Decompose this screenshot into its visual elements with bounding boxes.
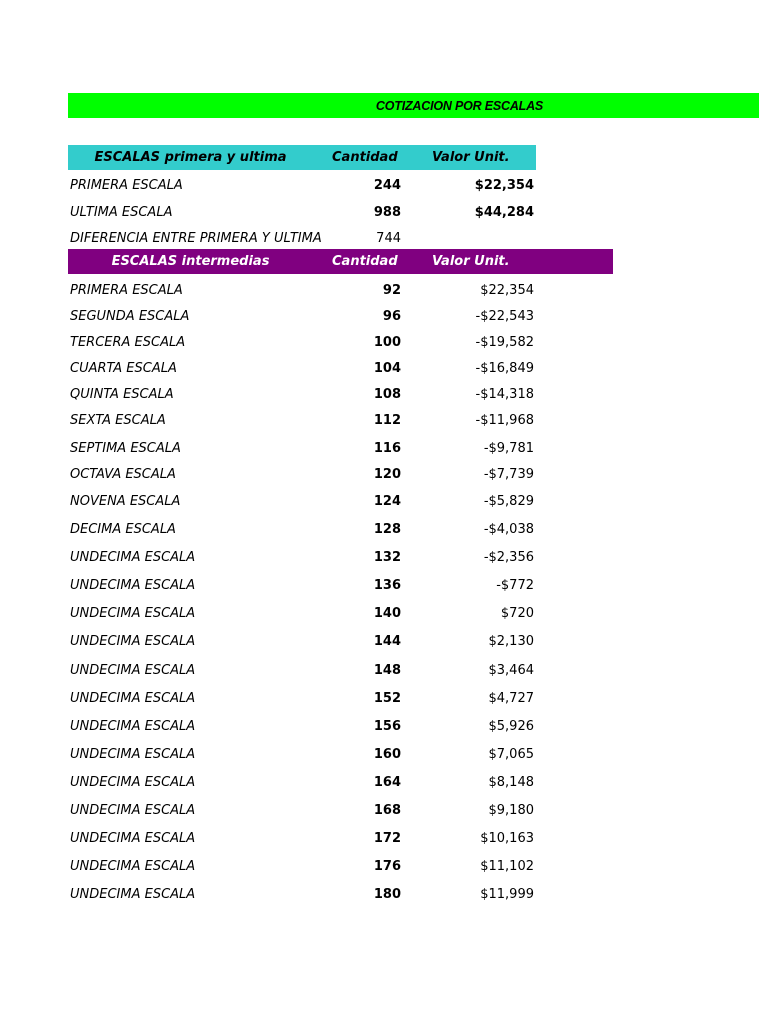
row-qty: 244 bbox=[373, 178, 401, 193]
row-name: UNDECIMA ESCALA bbox=[70, 634, 196, 649]
table-row bbox=[68, 634, 536, 654]
diff-row bbox=[68, 231, 536, 251]
row-price: -$19,582 bbox=[475, 335, 534, 350]
table-row bbox=[68, 719, 536, 739]
header-mid bbox=[68, 249, 613, 274]
row-qty: 180 bbox=[373, 887, 401, 902]
row-name: TERCERA ESCALA bbox=[70, 335, 186, 350]
row-price: $22,354 bbox=[480, 283, 534, 298]
row-name: SEGUNDA ESCALA bbox=[70, 309, 190, 324]
row-price: -$9,781 bbox=[483, 441, 534, 456]
row-price: $4,727 bbox=[488, 691, 534, 706]
row-price: -$5,829 bbox=[483, 494, 534, 509]
row-price: $2,130 bbox=[488, 634, 534, 649]
diff-label: DIFERENCIA ENTRE PRIMERA Y ULTIMA bbox=[70, 231, 322, 246]
row-qty: 160 bbox=[373, 747, 401, 762]
row-name: UNDECIMA ESCALA bbox=[70, 803, 196, 818]
table-row bbox=[68, 747, 536, 767]
table-row bbox=[68, 550, 536, 570]
row-name: SEXTA ESCALA bbox=[70, 413, 166, 428]
header-mid-escalas: ESCALAS intermedias bbox=[111, 254, 270, 269]
table-row bbox=[68, 413, 536, 433]
table-row bbox=[68, 467, 536, 487]
page-title: COTIZACION POR ESCALAS bbox=[375, 98, 544, 113]
row-name: UNDECIMA ESCALA bbox=[70, 719, 196, 734]
row-name: PRIMERA ESCALA bbox=[70, 178, 183, 193]
row-qty: 100 bbox=[373, 335, 401, 350]
header-top-escalas: ESCALAS primera y ultima bbox=[94, 150, 287, 165]
table-row bbox=[68, 522, 536, 542]
row-name: SEPTIMA ESCALA bbox=[70, 441, 181, 456]
row-name: UNDECIMA ESCALA bbox=[70, 775, 196, 790]
header-top bbox=[68, 145, 536, 170]
table-row bbox=[68, 775, 536, 795]
row-price: -$11,968 bbox=[475, 413, 534, 428]
row-qty: 104 bbox=[373, 361, 401, 376]
row-name: UNDECIMA ESCALA bbox=[70, 831, 196, 846]
table-row bbox=[68, 663, 536, 683]
row-qty: 140 bbox=[373, 606, 401, 621]
row-qty: 96 bbox=[382, 309, 401, 324]
header-top-valor: Valor Unit. bbox=[432, 150, 510, 165]
row-name: NOVENA ESCALA bbox=[70, 494, 181, 509]
table-row bbox=[68, 831, 536, 851]
row-price: -$14,318 bbox=[475, 387, 534, 402]
row-name: CUARTA ESCALA bbox=[70, 361, 177, 376]
table-row bbox=[68, 887, 536, 907]
row-qty: 120 bbox=[373, 467, 401, 482]
row-qty: 132 bbox=[373, 550, 401, 565]
row-price: -$772 bbox=[496, 578, 534, 593]
header-mid-valor: Valor Unit. bbox=[432, 254, 510, 269]
table-row bbox=[68, 691, 536, 711]
row-qty: 124 bbox=[373, 494, 401, 509]
row-name: UNDECIMA ESCALA bbox=[70, 887, 196, 902]
row-price: $22,354 bbox=[474, 178, 534, 193]
row-name: UNDECIMA ESCALA bbox=[70, 550, 196, 565]
row-price: $720 bbox=[500, 606, 534, 621]
row-qty: 988 bbox=[373, 205, 401, 220]
row-qty: 112 bbox=[373, 413, 401, 428]
row-qty: 168 bbox=[373, 803, 401, 818]
top-row-ultima bbox=[68, 205, 536, 225]
row-name: UNDECIMA ESCALA bbox=[70, 663, 196, 678]
row-qty: 116 bbox=[373, 441, 401, 456]
row-name: OCTAVA ESCALA bbox=[70, 467, 176, 482]
table-row bbox=[68, 387, 536, 407]
table-row bbox=[68, 441, 536, 461]
row-qty: 136 bbox=[373, 578, 401, 593]
row-price: -$7,739 bbox=[483, 467, 534, 482]
row-price: $11,999 bbox=[480, 887, 534, 902]
table-row bbox=[68, 309, 536, 329]
row-qty: 152 bbox=[373, 691, 401, 706]
row-qty: 108 bbox=[373, 387, 401, 402]
row-price: $44,284 bbox=[474, 205, 534, 220]
table-row bbox=[68, 283, 536, 303]
row-price: $5,926 bbox=[488, 719, 534, 734]
row-name: DECIMA ESCALA bbox=[70, 522, 176, 537]
row-name: QUINTA ESCALA bbox=[70, 387, 174, 402]
row-price: $7,065 bbox=[488, 747, 534, 762]
table-row bbox=[68, 361, 536, 381]
row-qty: 156 bbox=[373, 719, 401, 734]
row-name: ULTIMA ESCALA bbox=[70, 205, 173, 220]
top-row-primera bbox=[68, 178, 536, 198]
table-row bbox=[68, 335, 536, 355]
row-price: $10,163 bbox=[480, 831, 534, 846]
table-row bbox=[68, 606, 536, 626]
header-mid-cantidad: Cantidad bbox=[332, 254, 398, 269]
row-name: UNDECIMA ESCALA bbox=[70, 747, 196, 762]
row-qty: 176 bbox=[373, 859, 401, 874]
row-price: -$22,543 bbox=[475, 309, 534, 324]
row-name: UNDECIMA ESCALA bbox=[70, 859, 196, 874]
row-qty: 172 bbox=[373, 831, 401, 846]
row-name: UNDECIMA ESCALA bbox=[70, 691, 196, 706]
row-qty: 164 bbox=[373, 775, 401, 790]
row-price: $8,148 bbox=[488, 775, 534, 790]
row-qty: 128 bbox=[373, 522, 401, 537]
table-row bbox=[68, 859, 536, 879]
table-row bbox=[68, 803, 536, 823]
row-name: UNDECIMA ESCALA bbox=[70, 606, 196, 621]
row-price: $3,464 bbox=[488, 663, 534, 678]
table-row bbox=[68, 578, 536, 598]
row-price: $9,180 bbox=[488, 803, 534, 818]
diff-value: 744 bbox=[376, 231, 401, 246]
row-name: UNDECIMA ESCALA bbox=[70, 578, 196, 593]
row-price: -$4,038 bbox=[483, 522, 534, 537]
row-price: -$2,356 bbox=[483, 550, 534, 565]
title-bar bbox=[68, 93, 759, 118]
row-price: $11,102 bbox=[480, 859, 534, 874]
row-qty: 148 bbox=[373, 663, 401, 678]
row-name: PRIMERA ESCALA bbox=[70, 283, 183, 298]
row-qty: 144 bbox=[373, 634, 401, 649]
table-row bbox=[68, 494, 536, 514]
header-top-cantidad: Cantidad bbox=[332, 150, 398, 165]
row-qty: 92 bbox=[382, 283, 401, 298]
row-price: -$16,849 bbox=[475, 361, 534, 376]
